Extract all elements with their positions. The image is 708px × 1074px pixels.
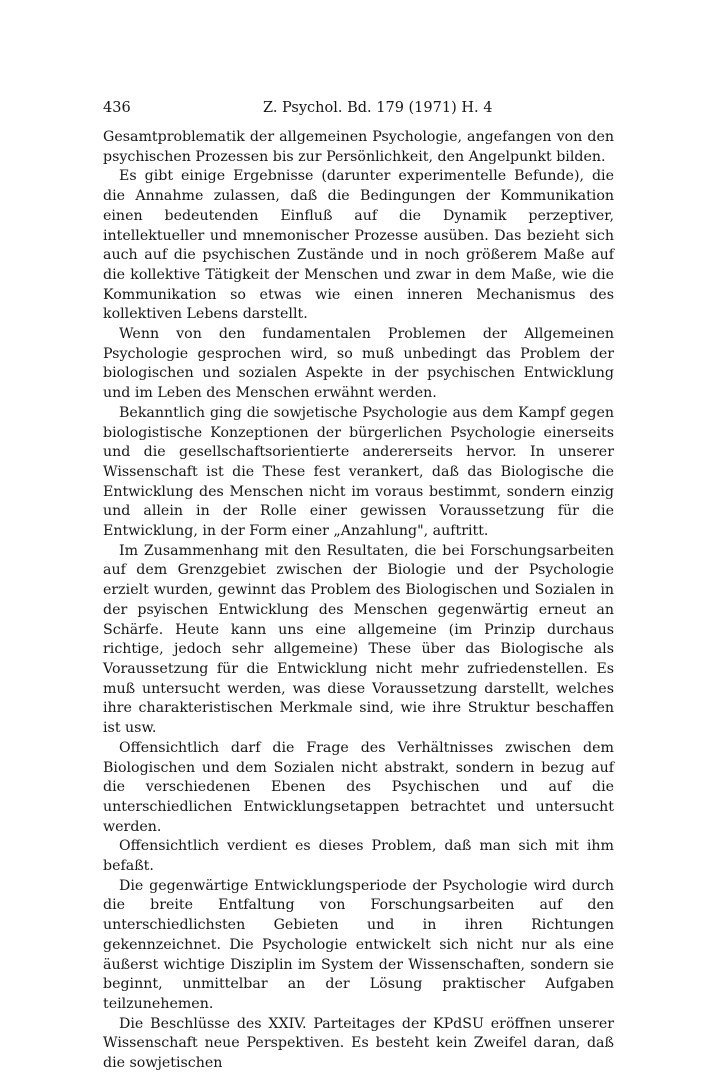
paragraph: Die gegenwärtige Entwicklungsperiode der Psychologie wird durch die breite Entfaltung von Forschungsarbeiten auf den unterschiedlichsten Gebieten und in ihren Richtungen gekennzeichnet. Die Psychologie entwickelt sich nicht nur als eine äußerst wichtige Disziplin im System der Wissenschaften, sondern sie beginnt, unmittelbar an der Lösung praktischer Aufgaben teilzunehemen. xyxy=(103,877,614,1012)
paragraph: Die Beschlüsse des XXIV. Parteitages der KPdSU eröffnen unserer Wissenschaft neue Perspektiven. Es besteht kein Zweifel daran, daß die sowjetischen xyxy=(103,1015,614,1072)
page-header xyxy=(103,96,614,120)
paragraph: Wenn von den fundamentalen Problemen der Allgemeinen Psychologie gesprochen wird, so muß unbedingt das Problem der biologischen und sozialen Aspekte in der psychischen Entwicklung und im Leben des Menschen erwähnt werden. xyxy=(103,326,614,402)
running-title: Z. Psychol. Bd. 179 (1971) H. 4 xyxy=(263,100,493,116)
paragraph: Bekanntlich ging die sowjetische Psychologie aus dem Kampf gegen biologistische Konzeptionen der bürgerlichen Psychologie einerseits und die gesellschaftsorientierte andererseits hervor. In unserer Wissenschaft ist die These fest verankert, daß das Biologische die Entwicklung des Menschen nicht im voraus bestimmt, sondern einzig und allein in der Rolle einer gewissen Voraussetzung für die Entwicklung, in der Form einer „Anzahlung", auftritt. xyxy=(103,404,614,540)
page-number: 436 xyxy=(103,100,131,116)
paragraph: Offensichtlich darf die Frage des Verhältnisses zwischen dem Biologischen und dem Sozialen nicht abstrakt, sondern in bezug auf die verschiedenen Ebenen des Psychischen und auf die unterschiedlichen Entwicklungsetappen betrachtet und untersucht werden. xyxy=(103,739,614,835)
paragraph-continued: Gesamtproblematik der allgemeinen Psychologie, angefangen von den psychischen Prozessen bis zur Persönlichkeit, den Angelpunkt bilden. xyxy=(103,129,614,165)
paragraph: Offensichtlich verdient es dieses Problem, daß man sich mit ihm befaßt. xyxy=(103,838,614,875)
body-text xyxy=(103,128,614,1074)
paragraph: Es gibt einige Ergebnisse (darunter experimentelle Befunde), die die Annahme zulassen, daß die Bedingungen der Kommunikation einen bedeutenden Einfluß auf die Dynamik perzeptiver, intellektueller und mnemonischer Prozesse ausüben. Das bezieht sich auch auf die psychischen Zustände und in noch größerem Maße auf die kollektive Tätigkeit der Menschen und zwar in dem Maße, wie die Kommunikation so etwas wie einen inneren Mechanismus des kollektiven Lebens darstellt. xyxy=(103,168,614,323)
paragraph: Im Zusammenhang mit den Resultaten, die bei Forschungsarbeiten auf dem Grenzgebiet zwischen der Biologie und der Psychologie erzielt wurden, gewinnt das Problem des Biologischen und Sozialen in der psyischen Entwicklung des Menschen gegenwärtig erneut an Schärfe. Heute kann uns eine allgemeine (im Prinzip durchaus richtige, jedoch sehr allgemeine) These über das Biologische als Voraussetzung für die Entwicklung nicht mehr zufriedenstellen. Es muß untersucht werden, was diese Voraussetzung darstellt, welches ihre charakteristischen Merkmale sind, wie ihre Struktur beschaffen ist usw. xyxy=(103,542,614,737)
